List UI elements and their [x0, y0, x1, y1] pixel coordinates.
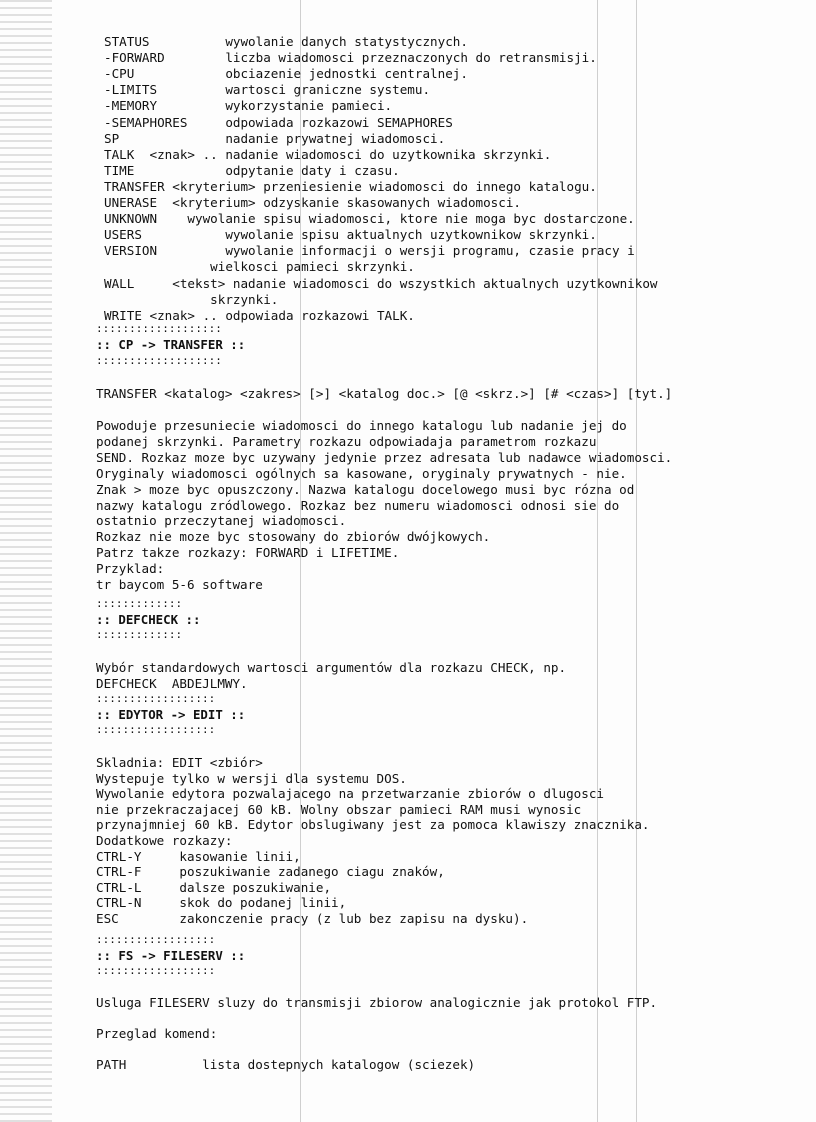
- text-line: nie przekraczajacej 60 kB. Wolny obszar pamieci RAM musi wynosic: [96, 801, 582, 817]
- text-line: UNERASE <kryterium> odzyskanie skasowanych wiadomosci.: [104, 195, 522, 210]
- text-line: Skladnia: EDIT <zbiór>: [96, 755, 263, 770]
- text-line: WALL <tekst> nadanie wiadomosci do wszystkich aktualnych uzytkownikow: [104, 275, 658, 291]
- text-line: skrzynki.: [104, 291, 279, 307]
- separator: :::::::::::::: [96, 597, 183, 610]
- text-line: wielkosci pamieci skrzynki.: [104, 259, 415, 275]
- text-line: PATH lista dostepnych katalogow (sciezek): [96, 1057, 476, 1073]
- scan-streak: [636, 0, 637, 1122]
- separator: :::::::::::::::::::: [96, 322, 222, 335]
- section-header-transfer: :: CP -> TRANSFER ::: [96, 337, 246, 352]
- text-line: Przeglad komend:: [96, 1026, 218, 1042]
- separator: ::::::::::::::::::: [96, 933, 216, 946]
- text-line: CTRL-F poszukiwanie zadanego ciagu znaków,: [96, 864, 445, 880]
- text-line: Przyklad:: [96, 561, 165, 577]
- section-header-edit: :: EDYTOR -> EDIT ::: [96, 707, 246, 722]
- text-line: -SEMAPHORES odpowiada rozkazowi SEMAPHORES: [104, 114, 453, 130]
- text-line: Znak > moze byc opuszczony. Nazwa katalogu docelowego musi byc rózna od: [96, 481, 635, 497]
- text-line: -FORWARD liczba wiadomosci przeznaczonych do retransmisji.: [104, 50, 597, 66]
- text-line: -MEMORY wykorzystanie pamieci.: [104, 98, 393, 114]
- separator: ::::::::::::::::::: [96, 964, 216, 977]
- transfer-syntax: TRANSFER <katalog> <zakres> [>] <katalog doc.> [@ <skrz.>] [# <czas>] [tyt.]: [96, 386, 673, 401]
- text-line: TRANSFER <kryterium> przeniesienie wiadomosci do innego katalogu.: [104, 178, 597, 194]
- text-line: Dodatkowe rozkazy:: [96, 833, 233, 848]
- text-line: DEFCHECK ABDEJLMWY.: [96, 675, 248, 691]
- text-line: STATUS wywolanie danych statystycznych.: [104, 34, 468, 49]
- text-line: CTRL-N skok do podanej linii,: [96, 895, 347, 911]
- text-line: Rozkaz nie moze byc stosowany do zbiorów dwójkowych.: [96, 529, 491, 545]
- scan-edge-noise: [0, 0, 52, 1122]
- text-line: Wystepuje tylko w wersji dla systemu DOS.: [96, 770, 407, 786]
- text-line: VERSION wywolanie informacji o wersji programu, czasie pracy i: [104, 243, 635, 259]
- text-line: Powoduje przesuniecie wiadomosci do innego katalogu lub nadanie jej do: [96, 418, 627, 433]
- text-line: UNKNOWN wywolanie spisu wiadomosci, ktore nie moga byc dostarczone.: [104, 211, 635, 227]
- text-line: -CPU obciazenie jednostki centralnej.: [104, 66, 468, 82]
- text-line: TIME odpytanie daty i czasu.: [104, 162, 400, 178]
- separator: ::::::::::::::::::: [96, 723, 216, 736]
- text-line: SEND. Rozkaz moze byc uzywany jedynie przez adresata lub nadawce wiadomosci.: [96, 449, 673, 465]
- text-line: CTRL-L dalsze poszukiwanie,: [96, 879, 332, 895]
- text-line: Usluga FILESERV sluzy do transmisji zbiorow analogicznie jak protokol FTP.: [96, 995, 658, 1010]
- separator: :::::::::::::::::::: [96, 354, 222, 367]
- section-header-fileserv: :: FS -> FILESERV ::: [96, 948, 246, 963]
- text-line: ESC zakonczenie pracy (z lub bez zapisu na dysku).: [96, 911, 529, 926]
- text-line: Wywolanie edytora pozwalajacego na przetwarzanie zbiorów o dlugosci: [96, 786, 604, 802]
- text-line: Oryginaly wiadomosci ogólnych sa kasowane, oryginaly prywatnych - nie.: [96, 465, 627, 481]
- text-line: Patrz takze rozkazy: FORWARD i LIFETIME.: [96, 545, 400, 561]
- text-line: -LIMITS wartosci graniczne systemu.: [104, 82, 431, 98]
- text-line: CTRL-Y kasowanie linii,: [96, 848, 301, 864]
- text-line: WRITE <znak> .. odpowiada rozkazowi TALK.: [104, 307, 415, 323]
- text-line: ostatnio przeczytanej wiadomosci.: [96, 513, 347, 529]
- separator: ::::::::::::::::::: [96, 692, 216, 705]
- separator: :::::::::::::: [96, 628, 183, 641]
- text-line: przynajmniej 60 kB. Edytor obslugiwany jest za pomoca klawiszy znacznika.: [96, 817, 650, 833]
- text-line: TALK <znak> .. nadanie wiadomosci do uzytkownika skrzynki.: [104, 146, 552, 162]
- section-header-defcheck: :: DEFCHECK ::: [96, 612, 201, 627]
- text-line: tr baycom 5-6 software: [96, 577, 263, 592]
- text-line: USERS wywolanie spisu aktualnych uzytkownikow skrzynki.: [104, 227, 597, 243]
- text-line: Wybór standardowych wartosci argumentów dla rozkazu CHECK, np.: [96, 660, 567, 675]
- text-line: SP nadanie prywatnej wiadomosci.: [104, 130, 446, 146]
- scan-streak: [597, 0, 598, 1122]
- text-line: podanej skrzynki. Parametry rozkazu odpowiadaja parametrom rozkazu: [96, 433, 597, 449]
- text-line: nazwy katalogu zródlowego. Rozkaz bez numeru wiadomosci odnosi sie do: [96, 497, 620, 513]
